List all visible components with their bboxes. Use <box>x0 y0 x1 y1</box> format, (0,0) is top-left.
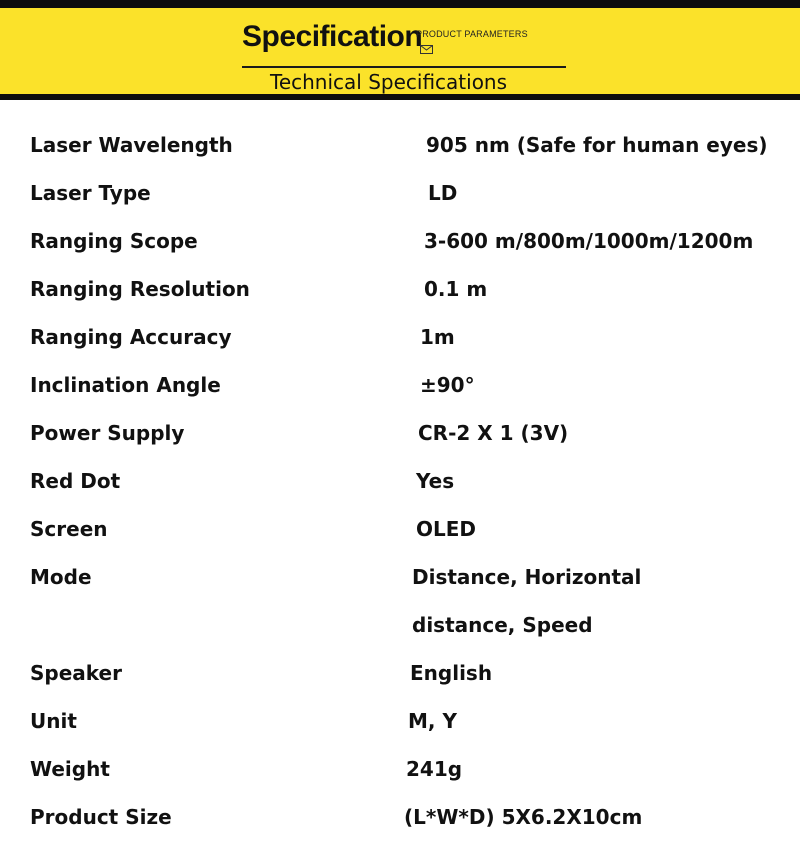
spec-value-laser-type: LD <box>428 181 458 205</box>
spec-label-ranging-scope: Ranging Scope <box>30 229 198 253</box>
spec-label-ranging-accuracy: Ranging Accuracy <box>30 325 232 349</box>
spec-value-speaker: English <box>410 661 493 685</box>
spec-value-weight: 241g <box>406 757 463 781</box>
spec-label-weight: Weight <box>30 757 110 781</box>
spec-value-screen: OLED <box>416 517 477 541</box>
spec-value-ranging-accuracy: 1m <box>420 325 455 349</box>
spec-value-red-dot: Yes <box>416 469 455 493</box>
spec-label-mode: Mode <box>30 565 92 589</box>
spec-value-inclination-angle: ±90° <box>420 373 475 397</box>
spec-label-ranging-resolution: Ranging Resolution <box>30 277 250 301</box>
spec-value-power-supply: CR-2 X 1 (3V) <box>418 421 569 445</box>
spec-value-mode: Distance, Horizontal <box>412 565 642 589</box>
spec-label-laser-type: Laser Type <box>30 181 151 205</box>
spec-label-power-supply: Power Supply <box>30 421 185 445</box>
product-parameters-label: PRODUCT PARAMETERS <box>416 29 528 39</box>
spec-label-unit: Unit <box>30 709 77 733</box>
spec-value-product-size: (L*W*D) 5X6.2X10cm <box>404 805 643 829</box>
spec-value-ranging-resolution: 0.1 m <box>424 277 488 301</box>
spec-label-screen: Screen <box>30 517 108 541</box>
spec-value-mode-continued: distance, Speed <box>412 613 593 637</box>
spec-label-laser-wavelength: Laser Wavelength <box>30 133 233 157</box>
spec-label-product-size: Product Size <box>30 805 172 829</box>
spec-value-laser-wavelength: 905 nm (Safe for human eyes) <box>426 133 768 157</box>
envelope-icon <box>420 45 433 54</box>
page-title: Specification <box>242 20 423 53</box>
spec-label-speaker: Speaker <box>30 661 122 685</box>
header-banner <box>0 0 800 100</box>
page-subtitle: Technical Specifications <box>270 70 508 94</box>
title-divider <box>242 66 566 68</box>
spec-label-red-dot: Red Dot <box>30 469 121 493</box>
spec-value-unit: M, Y <box>408 709 457 733</box>
spec-value-ranging-scope: 3-600 m/800m/1000m/1200m <box>424 229 754 253</box>
spec-label-inclination-angle: Inclination Angle <box>30 373 221 397</box>
